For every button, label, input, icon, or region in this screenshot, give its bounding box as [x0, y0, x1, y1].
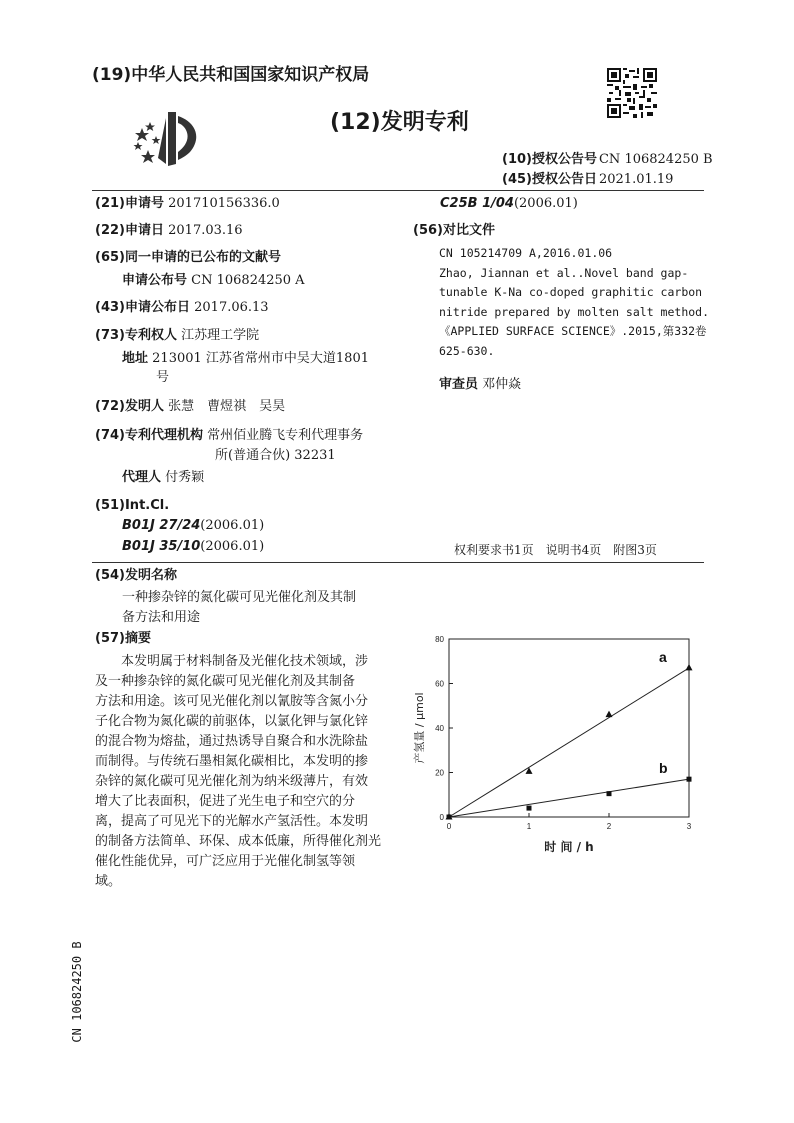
plot-frame [449, 639, 689, 817]
x-axis-label: 时 间 / h [544, 840, 594, 854]
agency-label: (74)专利代理机构 [95, 428, 203, 443]
x-tick-label: 0 [446, 822, 452, 831]
reference-line: Zhao, Jiannan et al..Novel band gap- [439, 265, 689, 280]
abstract-line: 而制得。与传统石墨相氮化碳相比，本发明的掺 [95, 754, 369, 769]
reference-line: 《APPLIED SURFACE SCIENCE》.2015,第332卷 [439, 324, 707, 339]
data-point-b [607, 791, 612, 796]
y-axis-label: 产氢量 / μmol [413, 692, 426, 764]
patentee-label: (73)专利权人 [95, 328, 177, 343]
invention-title-line-1: 一种掺杂锌的氮化碳可见光催化剂及其制 [122, 590, 357, 605]
publication-date-value: 2017.06.13 [194, 300, 269, 315]
x-tick-label: 2 [606, 822, 612, 831]
publication-date-label: (43)申请公布日 [95, 300, 190, 315]
abstract-line: 及一种掺杂锌的氮化碳可见光催化剂及其制备 [95, 674, 356, 689]
data-point-a [606, 711, 613, 718]
abstract-line: 增大了比表面积，促进了光生电子和空穴的分 [95, 794, 356, 809]
address [122, 350, 369, 368]
reference-line: CN 105214709 A,2016.01.06 [439, 246, 613, 260]
abstract-label: (57)摘要 [95, 631, 151, 646]
invention-title-label: (54)发明名称 [95, 568, 177, 583]
side-document-number: CN 106824250 B [70, 941, 84, 1043]
references-list [439, 244, 709, 362]
prior-publication-label: (65)同一申请的已公布的文献号 [95, 250, 281, 265]
grant-date-label: (45)授权公告日 [502, 172, 597, 187]
series-label-a: a [659, 648, 667, 665]
application-number-label: (21)申请号 [95, 196, 164, 211]
x-tick-label: 1 [526, 822, 532, 831]
application-date [95, 222, 243, 240]
abstract-line: 域。 [95, 874, 122, 889]
publication-date [95, 299, 269, 317]
y-tick-label: 20 [435, 768, 444, 778]
abstract-line: 的制备方法简单、环保、成本低廉，所得催化剂光 [95, 834, 382, 849]
intcl-extra-code: C25B 1/04 [440, 196, 514, 211]
data-point-b [687, 777, 692, 782]
application-number-value: 201710156336.0 [168, 196, 280, 211]
agent [122, 469, 204, 487]
application-number [95, 195, 280, 213]
intcl-entry [122, 517, 264, 535]
y-tick-label: 80 [435, 635, 444, 644]
office-name: (19)中华人民共和国国家知识产权局 [92, 65, 370, 85]
abstract-line: 的混合物为熔盐，通过热诱导自聚合和水洗除盐 [95, 734, 369, 749]
inventors-value: 张慧 曹煜祺 吴昊 [168, 399, 286, 414]
grant-pub-number-value: CN 106824250 B [598, 152, 713, 167]
grant-date-value: 2021.01.19 [598, 172, 674, 187]
agent-label: 代理人 [122, 470, 162, 485]
references-label: (56)对比文件 [413, 223, 495, 238]
data-point-a [686, 664, 693, 671]
x-tick-label: 3 [686, 822, 692, 831]
intcl-version: (2006.01) [200, 518, 265, 533]
application-date-label: (22)申请日 [95, 223, 164, 238]
abstract-line: 催化性能优异，可广泛应用于光催化制氢等领 [95, 854, 356, 869]
address-line-1: 213001 江苏省常州市中吴大道1801 [152, 351, 369, 366]
inventors-label: (72)发明人 [95, 399, 164, 414]
fit-line-a [449, 668, 689, 817]
y-tick-label: 0 [439, 813, 444, 822]
intcl-code: B01J 27/24 [122, 518, 201, 533]
data-point-b [527, 806, 532, 811]
application-date-value: 2017.03.16 [168, 223, 243, 238]
qr-code [607, 68, 657, 118]
examiner-value: 邓仲焱 [482, 377, 522, 392]
reference-line: tunable K-Na co-doped graphitic carbon [439, 285, 703, 300]
intcl-entry [122, 538, 264, 556]
grant-pub-number-label: (10)授权公告号 [502, 152, 597, 167]
section-rule [92, 562, 704, 563]
intcl-extra [440, 195, 578, 213]
address-label: 地址 [122, 351, 149, 366]
publication-number-value: CN 106824250 A [191, 273, 305, 288]
hydrogen-production-chart [405, 625, 705, 865]
fit-line-b [449, 779, 689, 817]
abstract-line: 离，提高了可见光下的光解水产氢活性。本发明 [95, 814, 369, 829]
series-label-b: b [659, 760, 668, 777]
pages-info: 权利要求书1页 说明书4页 附图3页 [454, 543, 657, 557]
patentee [95, 327, 259, 345]
data-point-b [447, 815, 452, 820]
abstract-line: 本发明属于材料制备及光催化技术领域，涉 [121, 654, 369, 669]
abstract-line: 方法和用途。该可见光催化剂以氰胺等含氮小分 [95, 694, 369, 709]
invention-title-line-2: 备方法和用途 [122, 610, 201, 625]
publication-number-label: 申请公布号 [122, 273, 188, 288]
abstract-text [95, 652, 385, 892]
patent-office-logo [128, 108, 208, 170]
agency [95, 427, 363, 445]
grant-pub-number [502, 151, 713, 169]
agency-line-2: 所(普通合伙) 32231 [215, 448, 336, 463]
publication-number [122, 272, 305, 290]
y-tick-label: 60 [435, 679, 444, 689]
intcl-label: (51)Int.Cl. [95, 498, 170, 513]
examiner [439, 376, 521, 394]
intcl-code: B01J 35/10 [122, 539, 201, 554]
agent-value: 付秀颖 [165, 470, 205, 485]
reference-line: 625-630. [439, 343, 495, 358]
intcl-extra-version: (2006.01) [513, 196, 578, 211]
abstract-line: 子化合物为氮化碳的前驱体，以氯化钾与氯化锌 [95, 714, 369, 729]
intcl-version: (2006.01) [200, 539, 265, 554]
abstract-line: 杂锌的氮化碳可见光催化剂为纳米级薄片，有效 [95, 774, 369, 789]
grant-date [502, 171, 673, 189]
agency-line-1: 常州佰业腾飞专利代理事务 [207, 428, 364, 443]
y-tick-label: 40 [435, 724, 444, 733]
patentee-value: 江苏理工学院 [181, 328, 260, 343]
address-line-2: 号 [156, 370, 170, 385]
header-rule [92, 190, 704, 191]
document-type: (12)发明专利 [330, 110, 469, 135]
inventors [95, 398, 285, 416]
examiner-label: 审查员 [439, 377, 479, 392]
reference-line: nitride prepared by molten salt method. [439, 304, 710, 319]
